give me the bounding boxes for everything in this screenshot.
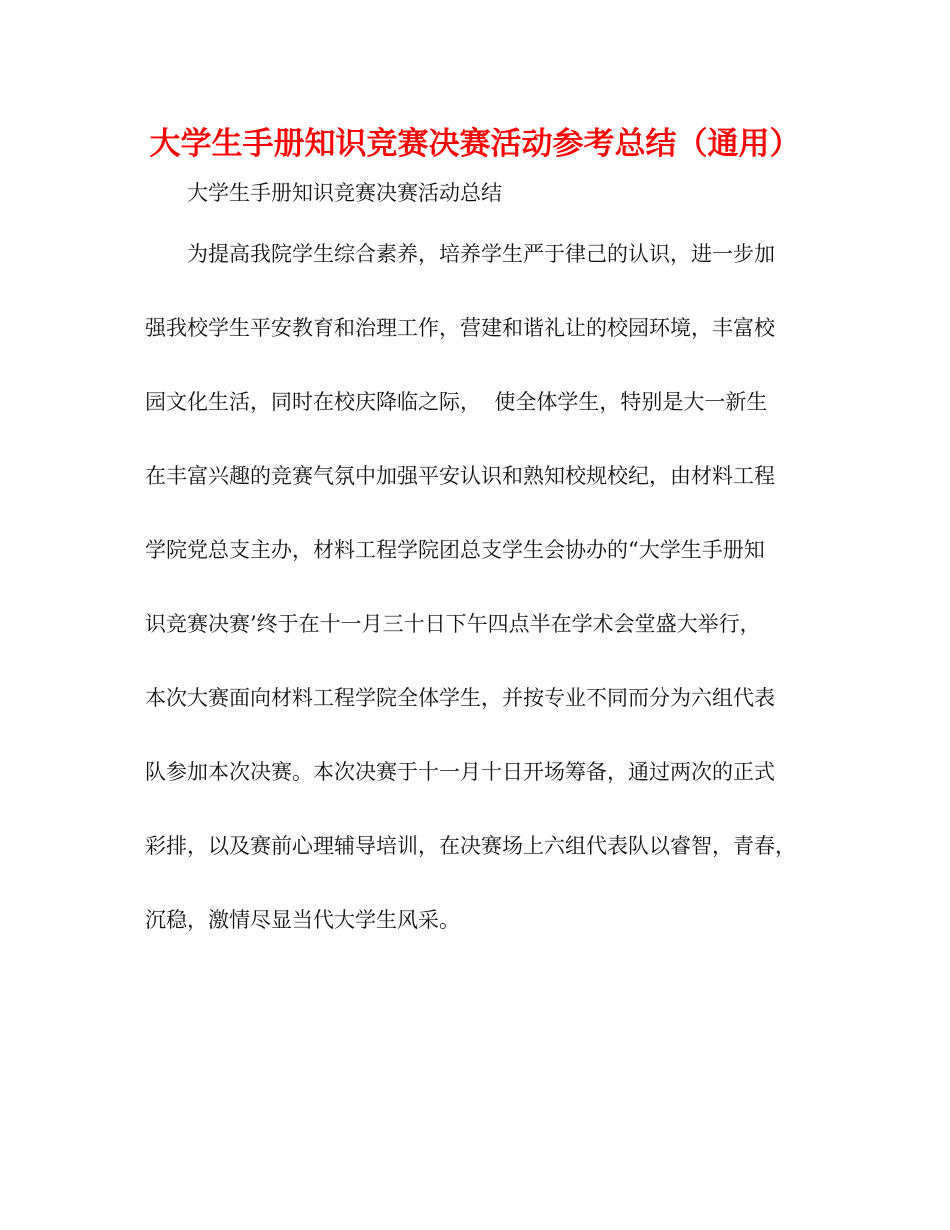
paragraph-line: 园文化生活，同时在校庆降临之际， 使全体学生，特别是大一新生 (145, 390, 768, 414)
paragraph-line: 学院党总支主办，材料工程学院团总支学生会协办的“大学生手册知 (145, 538, 765, 562)
paragraph-line: 沉稳，激情尽显当代大学生风采。 (145, 908, 460, 932)
paragraph-line: 在丰富兴趣的竞赛气氛中加强平安认识和熟知校规校纪，由材料工程 (145, 464, 775, 488)
body-paragraph (145, 236, 815, 976)
document-subtitle: 大学生手册知识竞赛决赛活动总结 (187, 181, 502, 205)
paragraph-line: 彩排，以及赛前心理辅导培训，在决赛场上六组代表队以睿智，青春， (145, 834, 796, 858)
paragraph-line: 本次大赛面向材料工程学院全体学生，并按专业不同而分为六组代表 (145, 686, 775, 710)
paragraph-line: 识竞赛决赛’终于在十一月三十日下午四点半在学术会堂盛大举行， (145, 612, 761, 636)
paragraph-line: 队参加本次决赛。本次决赛于十一月十日开场筹备，通过两次的正式 (145, 760, 775, 784)
document-title: 大学生手册知识竞赛决赛活动参考总结（通用） (149, 126, 801, 162)
paragraph-line: 为提高我院学生综合素养，培养学生严于律己的认识，进一步加 (187, 242, 775, 266)
paragraph-line: 强我校学生平安教育和治理工作，营建和谐礼让的校园环境，丰富校 (145, 316, 775, 340)
